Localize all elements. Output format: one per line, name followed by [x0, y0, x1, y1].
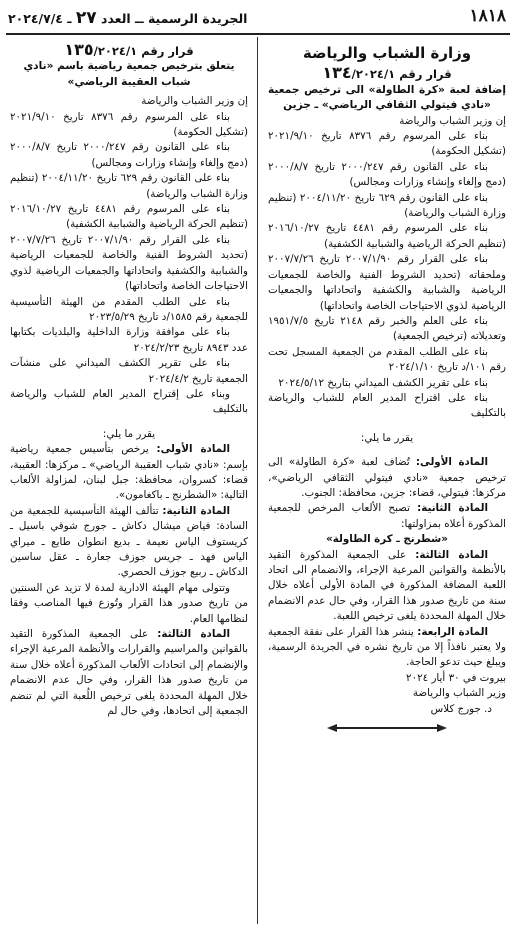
article-2: المادة الثانية: تتألف الهيئة التأسيسية للجمعية من السادة: فياض ميشال دكاش ـ جورج شوقي باسيل ـ كريستوف الياس نعيمة ـ بديع انطوان طايع ـ ميراي الياس فهد ـ جريس جوزف جعارة ـ عقل ساسين الدكاش ـ ربيع جوزف الحصري.: [10, 504, 248, 579]
decision-title: قرار رقم ١٣٥/٢٠٢٤/١: [64, 40, 194, 59]
article-3: المادة الثالثة: على الجمعية المذكورة التقيد بالأنظمة والقوانين المرعية الإجراء، والانضمام الى اتحاد اللعبة المضافة المذكورة في المادة الأولى أعلاه خلال سنة من تاريخ صدور هذا القرار، وفي حال عدم الانضمام خلال المهلة المحددة يلغى ترخيص اللعبة.: [268, 548, 506, 623]
decision-title: قرار رقم ١٣٤/٢٠٢٤/١: [322, 63, 452, 83]
legal-basis: بناء على الطلب المقدم من الهيئة التأسيسية للجمعية رقم ١٥٨٥/د تاريخ ٢٠٢٣/٥/٢٩: [10, 295, 248, 323]
licensed-games: «شطرنج ـ كرة الطاولة»: [326, 533, 448, 546]
ministry-heading: وزارة الشباب والرياضة: [302, 44, 472, 62]
journal-issue-line: [8, 8, 247, 28]
page-number: ١٨١٨: [469, 6, 506, 26]
decides-heading: يقرر ما يلي:: [102, 427, 156, 440]
article-2: المادة الثانية: تصبح الألعاب المرخص للجمعية المذكورة أعلاه بمزاولتها:: [268, 502, 506, 530]
legal-basis: بناء على المرسوم رقم ٨٣٧٦ تاريخ ٢٠٢١/٩/١٠ (تشكيل الحكومة): [268, 130, 506, 158]
preamble-line: إن وزير الشباب والرياضة: [141, 95, 248, 108]
article-label: المادة الرابعة:: [417, 625, 488, 638]
header-divider: [6, 33, 510, 35]
article-3: المادة الثالثة: على الجمعية المذكورة التقيد بالقوانين والمراسيم والقرارات والأنظمة المرعية الإجراء والإنضمام إلى اتحادات الألعاب المذكورة أعلاه خلال سنة من تاريخ صدور هذا القرار، وفي حال عدم الانضمام خلال المهلة المحددة يلغى ترخيص اللُعبة التي لم تنضم الجمعية إلى اتحادها، وفي حال لم: [10, 628, 248, 718]
decision-number: ١٣٥: [64, 40, 94, 59]
decides-heading: يقرر ما يلي:: [360, 431, 414, 444]
decision-134-column: [268, 40, 506, 733]
decision-subject: يتعلق بترخيص جمعية رياضية باسم «نادي شباب العقيبة الرياضي»: [23, 60, 235, 88]
legal-basis: بناء على تقرير الكشف الميداني بتاريخ ٢٠٢٤/٥/١٢: [278, 376, 488, 389]
article-label: المادة الأولى:: [156, 443, 230, 456]
legal-basis: وبناء على إقتراح المدير العام للشباب والرياضة بالتكليف: [10, 387, 248, 416]
legal-basis: بناء على الطلب المقدم من الجمعية المسجل تحت رقم ١٠١/د تاريخ ٢٠٢٤/١/١٠: [268, 345, 506, 374]
legal-basis: بناء على المرسوم رقم ٤٤٨١ تاريخ ٢٠١٦/١٠/٢٧ (تنظيم الحركة الرياضية والشبابية الكشفية): [268, 222, 506, 250]
article-label: المادة الثالثة:: [157, 628, 230, 641]
article-2-continued: وتتولى مهام الهيئة الادارية لمدة لا تزيد عن السنتين من تاريخ صدور هذا القرار وتُوزع فيها المناصب وفقا لنظامها العام.: [10, 581, 248, 625]
legal-basis: بناء على المرسوم رقم ٤٤٨١ تاريخ ٢٠١٦/١٠/٢٧ (تنظيم الحركة الرياضية والشبابية الكشفية): [10, 203, 248, 231]
preamble-line: إن وزير الشباب والرياضة: [399, 114, 506, 127]
article-4: المادة الرابعة: ينشر هذا القرار على نفقة الجمعية ولا يعتبر نافذاً إلا من تاريخ نشره في الجريدة الرسمية، ويبلغ حيث تدعو الحاجة.: [268, 625, 506, 669]
end-ornament: [327, 723, 447, 733]
legal-basis: بناء على المرسوم رقم ٨٣٧٦ تاريخ ٢٠٢١/٩/١٠ (تشكيل الحكومة): [10, 110, 248, 139]
article-label: المادة الأولى:: [415, 456, 488, 469]
issue-number: ٢٧: [75, 8, 97, 28]
legal-basis: بناء على القانون رقم ٢٠٠٠/٢٤٧ تاريخ ٢٠٠٠/٨/٧ (دمج وإلغاء وإنشاء وزارات ومجالس): [10, 141, 248, 169]
legal-basis: بناء على القانون رقم ٦٢٩ تاريخ ٢٠٠٤/١١/٢٠ (تنظيم وزارة الشباب والرياضة): [10, 172, 248, 200]
legal-basis: بناء على تقرير الكشف الميداني على منشآت الجمعية تاريخ ٢٠٢٤/٤/٢: [10, 357, 248, 385]
legal-basis: بناء على القرار رقم ٢٠٠٧/١/٩٠ تاريخ ٢٠٠٧/٧/٢٦ (تحديد الشروط الفنية والخاصة للجمعيات الرياضية والشبابية والكشفية واتحاداتها والجمعيات الرياضية لذوي الاحتياجات الخاصة واتحاداتها): [10, 233, 248, 293]
article-label: المادة الثالثة:: [415, 548, 488, 561]
legal-basis: بناء على العلم والخبر رقم ٢١٤٨ تاريخ ١٩٥١/٧/٥ وتعديلاته (ترخيص الجمعية): [268, 314, 506, 343]
article-label: المادة الثانية:: [417, 502, 488, 515]
legal-basis: بناء على اقتراح المدير العام للشباب والرياضة بالتكليف: [268, 391, 506, 420]
page-header: [0, 0, 516, 34]
article-label: المادة الثانية:: [162, 504, 230, 517]
article-1: المادة الأولى: تُضاف لعبة «كرة الطاولة» الى ترخيص جمعية «نادي فيتولي الثقافي الرياضي»، مركزها: فيتولي، قضاء: جزين، محافظة: الجنوب.: [268, 456, 506, 499]
column-divider: [257, 37, 258, 924]
minister-name: د. جورج كلاس: [430, 702, 492, 715]
legal-basis: بناء على موافقة وزارة الداخلية والبلديات بكتابها عدد ٨٩٤٣ تاريخ ٢٠٢٤/٢/٢٣: [10, 326, 248, 354]
place-date: بيروت في ٣٠ أيار ٢٠٢٤: [406, 671, 506, 684]
decision-number: ١٣٤: [322, 63, 352, 83]
decision-subject: إضافة لعبة «كرة الطاولة» الى ترخيص جمعية «نادي فيتولي الثقافي الرياضي» ـ جزين: [268, 83, 506, 112]
article-1: المادة الأولى: يرخص بتأسيس جمعية رياضية بإسم: «نادي شباب العقيبة الرياضي» ـ مركزها: العقيبة، قضاء: كسروان، محافظة: جبل لبنان، لمزاولة الألعاب التالية: «الشطرنج ـ باكغامون».: [10, 443, 248, 502]
journal-name: الجريدة الرسمية ــ العدد: [101, 11, 248, 26]
decision-135-column: [10, 40, 248, 719]
legal-basis: بناء على القانون رقم ٢٠٠٠/٢٤٧ تاريخ ٢٠٠٠/٨/٧ (دمج وإلغاء وإنشاء وزارات ومجالس): [268, 160, 506, 189]
legal-basis: بناء على القانون رقم ٦٢٩ تاريخ ٢٠٠٤/١١/٢٠ (تنظيم وزارة الشباب والرياضة): [268, 191, 506, 220]
issue-date: ـ ٢٠٢٤/٧/٤: [8, 11, 72, 26]
legal-basis: بناء على القرار رقم ٢٠٠٧/١/٩٠ تاريخ ٢٠٠٧/٧/٢٦ وملحقاته (تحديد الشروط الفنية والخاصة للجمعيات الرياضية والشبابية والكشفية واتحاداتها والجمعيات الرياضية لذوي الاحتياجات الخاصة واتحاداتها): [268, 253, 506, 312]
minister-title: وزير الشباب والرياضة: [412, 687, 506, 700]
